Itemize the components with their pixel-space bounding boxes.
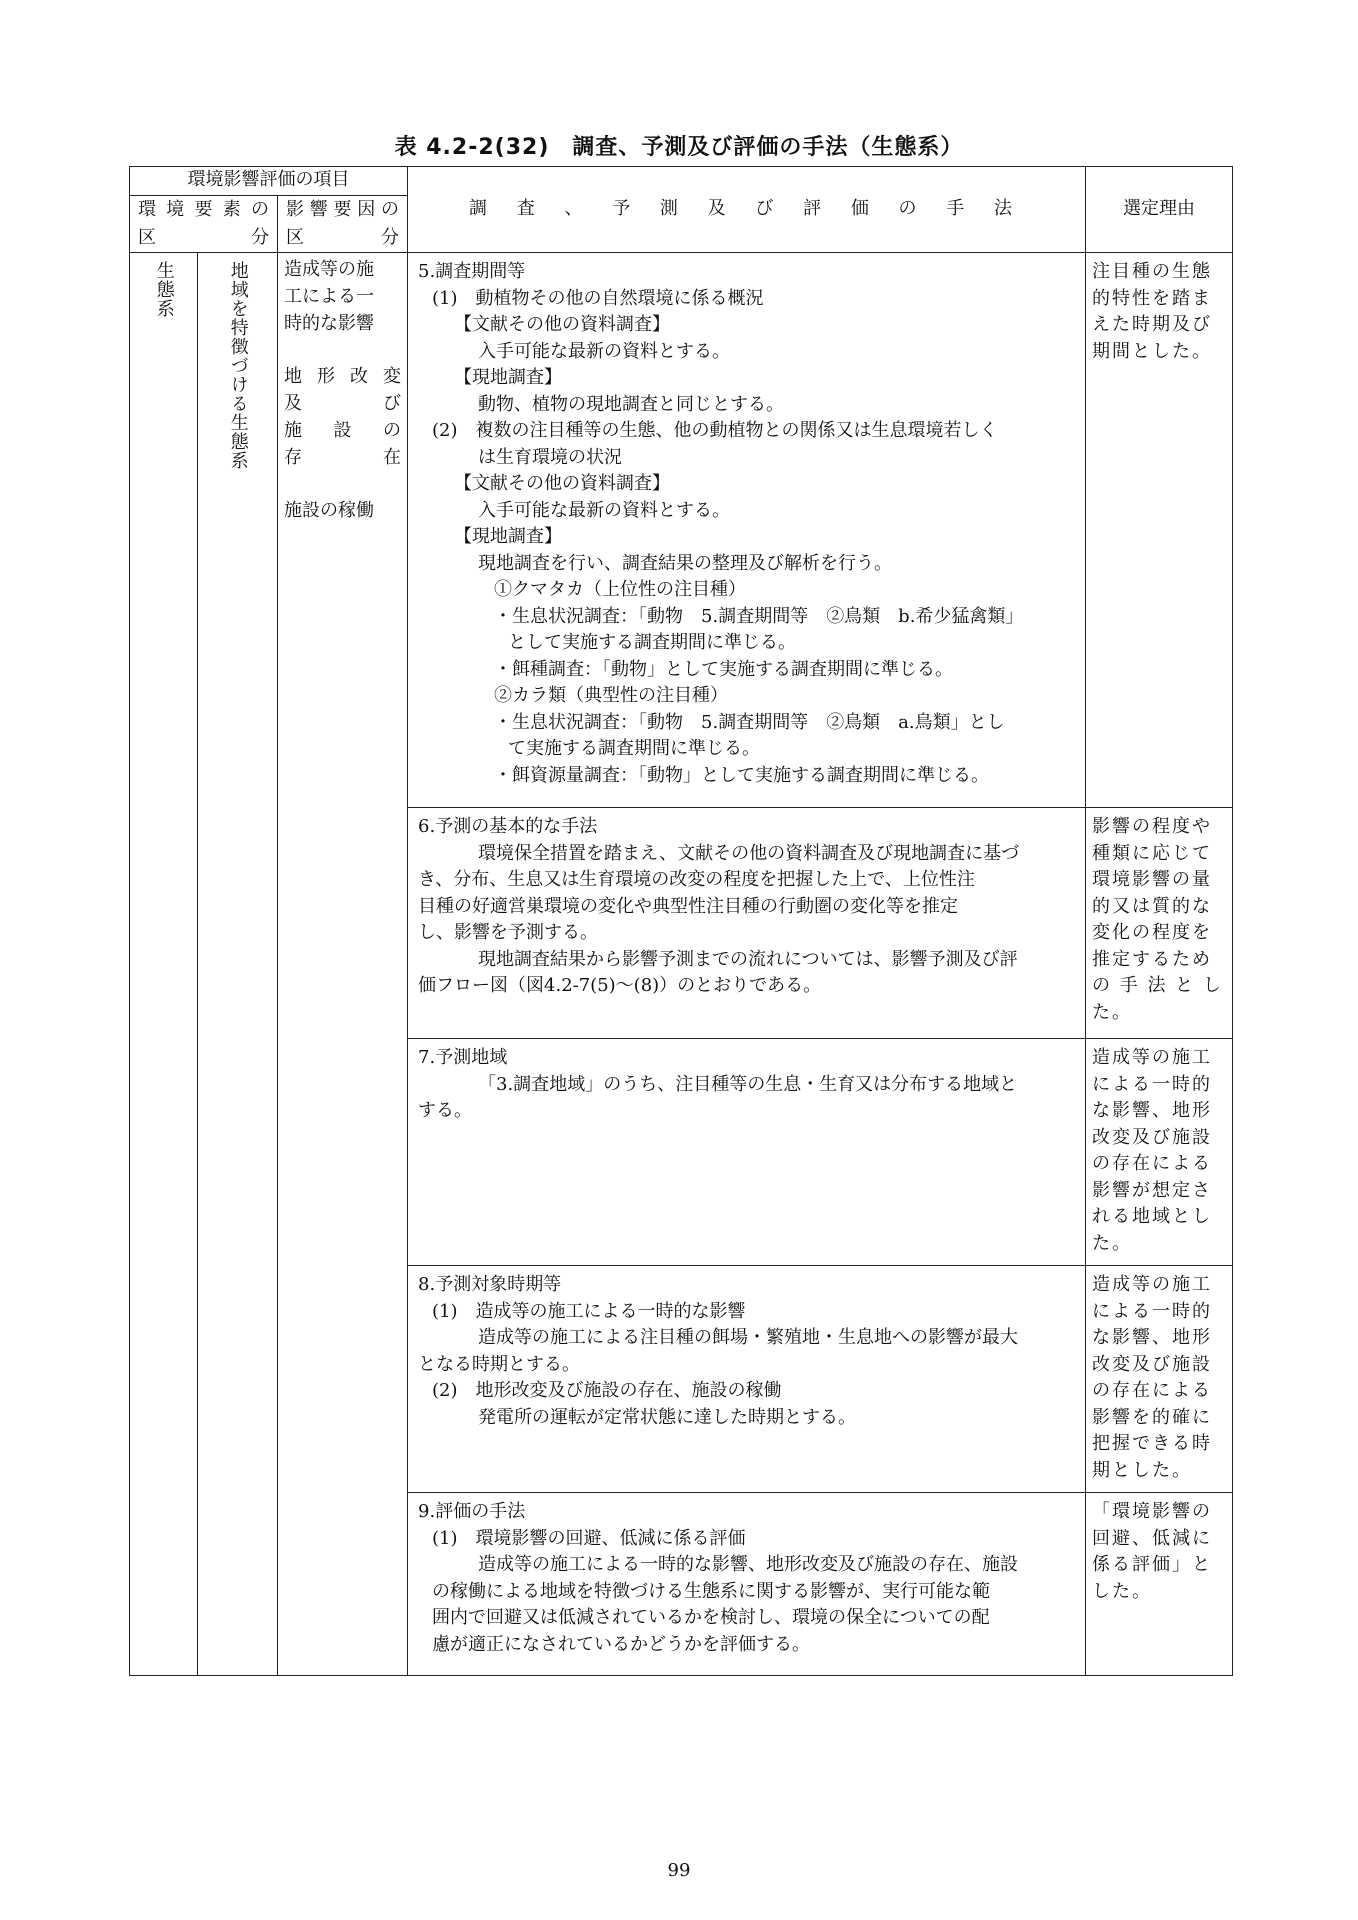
table-row [130, 253, 1233, 808]
element-cell [130, 253, 198, 1676]
header-element: 環 境 要 素 の 区 分 [130, 196, 278, 253]
method-cell-5: 5.調査期間等 (1) 動植物その他の自然環境に係る概況 【文献その他の資料調査】 入手可能な最新の資料とする。 【現地調査】 動物、植物の現地調査と同じとする。 (2) 複数の注目種等の生態、他の動植物との関係又は生息環境若しく は生育環境の状況 【文献その他の資料調査】 入手可能な最新の資料とする。 【現地調査】 現地調査を行い、調査結果の整理及び解析を行う。 ①クマタカ（上位性の注目種） ・生息状況調査：「動物 5.調査期間等 ②鳥類 b.希少猛禽類」 として実施する調査期間に準じる。 ・餌種調査：「動物」として実施する調査期間に準じる。 ②カラ類（典型性の注目種） ・生息状況調査：「動物 5.調査期間等 ②鳥類 a.鳥類」とし て実施する調査期間に準じる。 ・餌資源量調査：「動物」として実施する調査期間に準じる。 [408, 253, 1086, 808]
header-factor: 影 響 要 因 の 区 分 [278, 196, 408, 253]
page-number: 99 [667, 1860, 691, 1881]
element-label: 生態系 [153, 261, 175, 318]
method-cell-9: 9.評価の手法 (1) 環境影響の回避、低減に係る評価 造成等の施工による一時的な影響、地形改変及び施設の存在、施設 の稼働による地域を特徴づける生態系に関する影響が、実行可能な範 囲内で回避又は低減されているかを検討し、環境の保全についての配 慮が適正になされているかどうかを評価する。 [408, 1493, 1086, 1676]
header-reason: 選定理由 [1086, 167, 1233, 253]
header-item-group: 環境影響評価の項目 [130, 167, 408, 196]
reason-cell-8: 造成等の施工 による一時的 な影響、地形 改変及び施設 の存在による 影響を的確に 把握できる時 期とした。 [1086, 1266, 1233, 1493]
method-cell-8: 8.予測対象時期等 (1) 造成等の施工による一時的な影響 造成等の施工による注目種の餌場・繁殖地・生息地への影響が最大 となる時期とする。 (2) 地形改変及び施設の存在、施設の稼働 発電所の運転が定常状態に達した時期とする。 [408, 1266, 1086, 1493]
reason-cell-7: 造成等の施工 による一時的 な影響、地形 改変及び施設 の存在による 影響が想定さ れる地域とし た。 [1086, 1039, 1233, 1266]
reason-cell-9: 「環境影響の 回避、低減に 係る評価」と した。 [1086, 1493, 1233, 1676]
header-method: 調 査 、 予 測 及 び 評 価 の 手 法 [408, 167, 1086, 253]
method-table [129, 166, 1233, 1676]
element-sub-cell [198, 253, 278, 1676]
factor-cell: 造成等の施 工による一 時的な影響 地 形 改 変 及 び 施 設 の 存 在 施設の稼働 [278, 253, 408, 1676]
method-cell-6: 6.予測の基本的な手法 環境保全措置を踏まえ、文献その他の資料調査及び現地調査に基づ き、分布、生息又は生育環境の改変の程度を把握した上で、上位性注 目種の好適営巣環境の変化や典型性注目種の行動圏の変化等を推定 し、影響を予測する。 現地調査結果から影響予測までの流れについては、影響予測及び評 価フロー図（図4.2-7(5)～(8)）のとおりである。 [408, 808, 1086, 1039]
reason-cell-5: 注目種の生態 的特性を踏ま えた時期及び 期間とした。 [1086, 253, 1233, 808]
page-title: 表 4.2-2(32) 調査、予測及び評価の手法（生態系） [394, 135, 964, 160]
method-cell-7: 7.予測地域 「3.調査地域」のうち、注目種等の生息・生育又は分布する地域と する。 [408, 1039, 1086, 1266]
element-sub-label: 地域を特徴づける生態系 [227, 261, 249, 470]
reason-cell-6: 影響の程度や 種類に応じて 環境影響の量 的又は質的な 変化の程度を 推定するため の 手 法 と し た。 [1086, 808, 1233, 1039]
